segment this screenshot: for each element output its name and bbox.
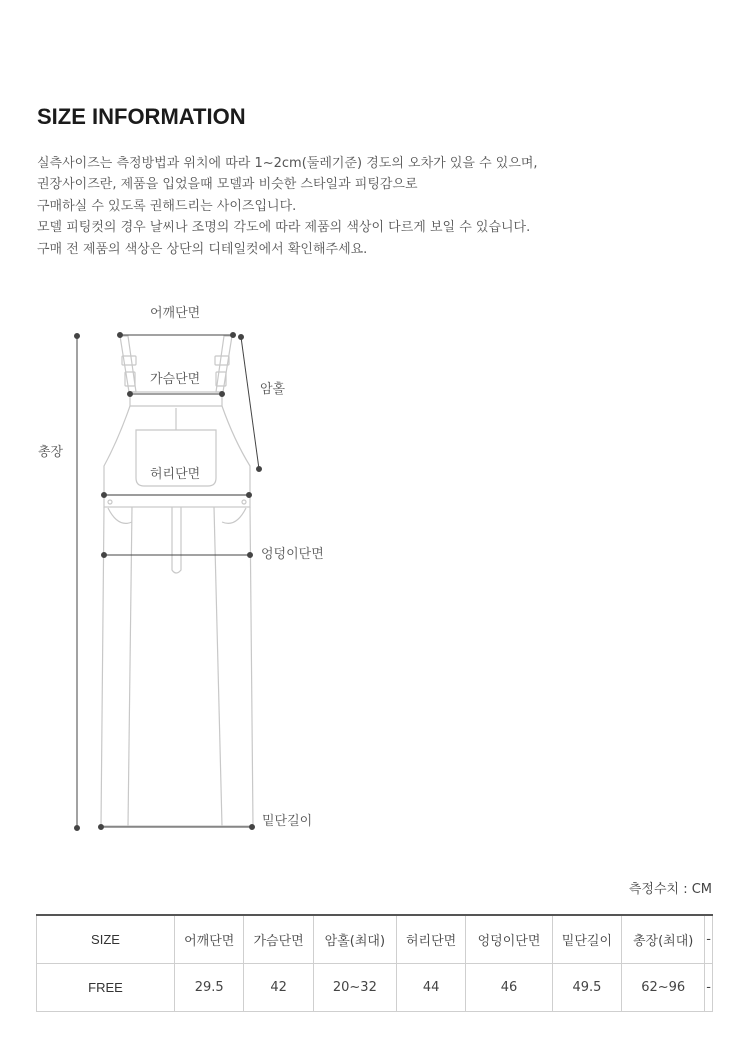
table-cell: FREE: [37, 963, 175, 1011]
table-row: [37, 963, 713, 1011]
label-hip: 엉덩이단면: [261, 547, 324, 562]
description-line: 권장사이즈란, 제품을 입었을때 모델과 비슷한 스타일과 피팅감으로: [37, 177, 418, 193]
right-pocket: [222, 508, 246, 523]
table-header-cell: 암홀(최대): [313, 915, 396, 963]
table-header-cell: SIZE: [37, 915, 175, 963]
right-side: [222, 406, 250, 495]
description-line: 구매 전 제품의 색상은 상단의 디테일컷에서 확인해주세요.: [37, 241, 368, 257]
table-cell: 20~32: [313, 963, 396, 1011]
label-shoulder: 어깨단면: [150, 306, 201, 321]
table-cell: 44: [396, 963, 465, 1011]
waistband: [104, 495, 250, 507]
table-header-cell: 어깨단면: [175, 915, 244, 963]
table-header-cell: 가슴단면: [244, 915, 313, 963]
table-header-cell: 총장(최대): [622, 915, 705, 963]
left-pocket: [108, 508, 132, 523]
table-cell: 62~96: [622, 963, 705, 1011]
right-buckle: [215, 356, 229, 365]
label-waist: 허리단면: [150, 467, 201, 482]
garment-outline: [101, 336, 253, 826]
description-line: 실측사이즈는 측정방법과 위치에 따라 1~2cm(둘레기준) 경도의 오차가 있을 수 있으며,: [37, 156, 538, 171]
page-title: SIZE INFORMATION: [37, 104, 246, 129]
table-cell: -: [705, 963, 713, 1011]
table-cell: 49.5: [552, 963, 621, 1011]
right-strap: [216, 336, 232, 392]
unit-note: 측정수치 : CM: [628, 882, 712, 897]
measure-lines: [75, 333, 262, 831]
description-line: 구매하실 수 있도록 권해드리는 사이즈입니다.: [37, 198, 297, 214]
left-side: [104, 406, 130, 495]
table-header-cell: 밑단길이: [552, 915, 621, 963]
label-hem: 밑단길이: [262, 814, 313, 829]
table-header-row: [37, 915, 713, 963]
table-header-cell: 엉덩이단면: [466, 915, 552, 963]
label-total-length: 총장: [38, 445, 64, 460]
table-cell: 42: [244, 963, 313, 1011]
size-table: [36, 914, 713, 1012]
table-cell: 46: [466, 963, 552, 1011]
front-placket: [172, 507, 181, 573]
description-line: 모델 피팅컷의 경우 날씨나 조명의 각도에 따라 제품의 색상이 다르게 보일 수 있습니다.: [37, 220, 531, 236]
label-chest: 가슴단면: [150, 372, 201, 387]
table-header-cell: -: [705, 915, 713, 963]
table-header-cell: 허리단면: [396, 915, 465, 963]
table-cell: 29.5: [175, 963, 244, 1011]
label-armhole: 암홀: [260, 382, 286, 397]
